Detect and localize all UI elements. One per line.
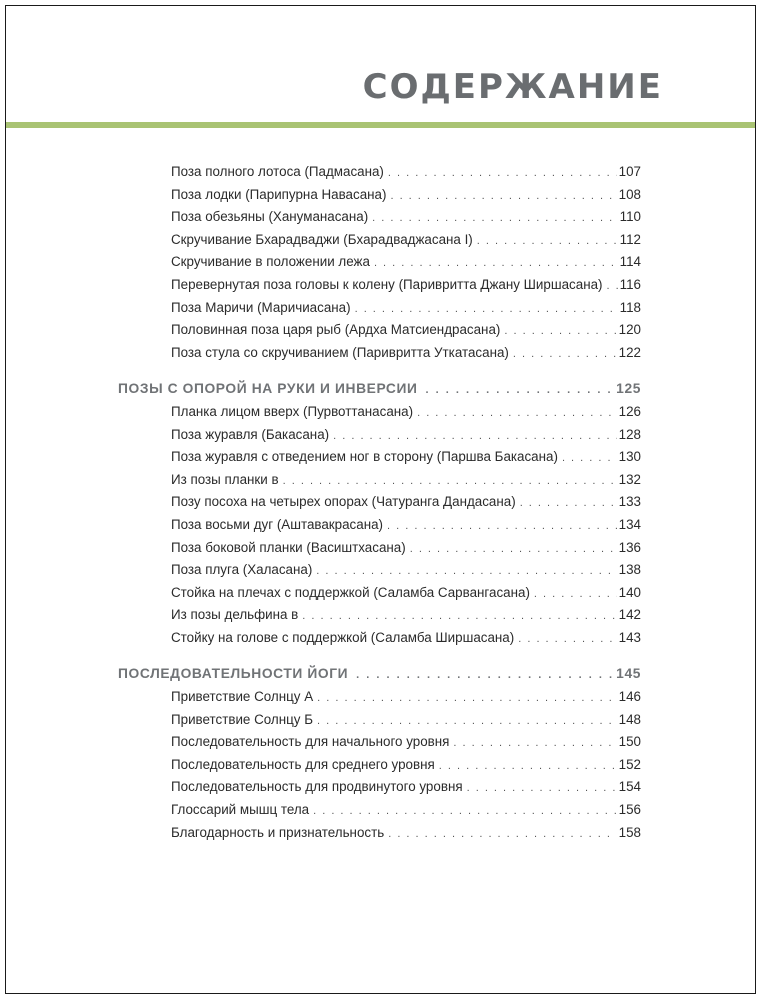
entry-page-number: 154 — [618, 779, 641, 795]
toc-entry[interactable] — [171, 734, 641, 757]
entry-title: Стойка на плечах с поддержкой (Саламба Сарвангасана) — [171, 584, 530, 600]
entry-title: Скручивание Бхарадваджи (Бхарадваджасана I) — [171, 231, 473, 247]
entry-title: Поза лодки (Парипурна Навасана) — [171, 186, 387, 202]
entry-title: Из позы дельфина в — [171, 607, 299, 623]
entry-page-number: 133 — [618, 494, 641, 510]
dot-leader — [317, 715, 617, 727]
toc-entry[interactable] — [171, 757, 641, 780]
entry-title: Планка лицом вверх (Пурвоттанасана) — [171, 403, 414, 419]
section-page-number: 145 — [616, 666, 641, 682]
entry-title: Половинная поза царя рыб (Ардха Матсиендрасана) — [171, 322, 501, 338]
dot-leader — [520, 497, 617, 509]
dot-leader — [317, 692, 617, 704]
entry-title: Благодарность и признательность — [171, 824, 385, 840]
toc-entry[interactable] — [171, 712, 641, 735]
entry-page-number: 114 — [619, 254, 641, 270]
entry-page-number: 132 — [618, 471, 641, 487]
toc-entry[interactable] — [171, 472, 641, 495]
toc-entry[interactable] — [171, 607, 641, 630]
entry-page-number: 107 — [618, 164, 641, 179]
entry-page-number: 108 — [618, 186, 641, 202]
toc-entry[interactable] — [171, 232, 641, 255]
dot-leader — [410, 543, 617, 555]
entry-title: Поза журавля с отведением ног в сторону (Паршва Бакасана) — [171, 449, 558, 465]
toc-entry[interactable] — [171, 187, 641, 210]
dot-leader — [513, 348, 617, 360]
toc-entry[interactable] — [171, 300, 641, 323]
dot-leader — [518, 633, 616, 645]
entry-title: Приветствие Солнцу А — [171, 689, 314, 705]
dot-leader — [562, 452, 617, 464]
entry-page-number: 110 — [619, 209, 641, 225]
entry-page-number: 136 — [618, 539, 641, 555]
entry-page-number: 112 — [619, 231, 641, 247]
dot-leader — [504, 325, 616, 337]
entry-title: Позу посоха на четырех опорах (Чатуранга Дандасана) — [171, 494, 516, 510]
toc-entry[interactable] — [171, 345, 641, 368]
table-of-contents — [118, 164, 641, 847]
entry-page-number: 120 — [618, 322, 641, 338]
entry-page-number: 128 — [618, 426, 641, 442]
toc-group — [118, 381, 641, 652]
entry-page-number: 146 — [618, 689, 641, 705]
section-title: ПОСЛЕДОВАТЕЛЬНОСТИ ЙОГИ — [118, 666, 349, 682]
entry-title: Поза журавля (Бакасана) — [171, 426, 330, 442]
dot-leader — [316, 565, 616, 577]
toc-entry[interactable] — [171, 630, 641, 653]
toc-entry[interactable] — [171, 209, 641, 232]
toc-entry[interactable] — [171, 779, 641, 802]
dot-leader — [388, 167, 617, 179]
section-title: ПОЗЫ С ОПОРОЙ НА РУКИ И ИНВЕРСИИ — [118, 381, 418, 397]
dot-leader — [453, 737, 616, 749]
toc-section-heading[interactable] — [118, 381, 641, 404]
toc-entry[interactable] — [171, 164, 641, 187]
toc-group — [118, 164, 641, 367]
dot-leader — [333, 430, 617, 442]
entry-page-number: 140 — [618, 584, 641, 600]
dot-leader — [355, 303, 618, 315]
entry-title: Последовательность для продвинутого уровня — [171, 779, 463, 795]
entry-page-number: 134 — [618, 516, 641, 532]
section-page-number: 125 — [616, 381, 641, 397]
toc-entry[interactable] — [171, 449, 641, 472]
dot-leader — [426, 384, 613, 396]
dot-leader — [356, 669, 612, 681]
dot-leader — [417, 407, 617, 419]
toc-entry[interactable] — [171, 825, 641, 848]
toc-entry[interactable] — [171, 540, 641, 563]
dot-leader — [372, 212, 617, 224]
entry-title: Последовательность для среднего уровня — [171, 756, 435, 772]
entry-page-number: 138 — [618, 562, 641, 578]
entry-title: Поза стула со скручиванием (Паривритта Уткатасана) — [171, 344, 509, 360]
dot-leader — [439, 760, 617, 772]
entry-page-number: 150 — [618, 734, 641, 750]
toc-entry[interactable] — [171, 802, 641, 825]
entry-title: Из позы планки в — [171, 471, 279, 487]
dot-leader — [302, 610, 616, 622]
entry-title: Поза полного лотоса (Падмасана) — [171, 164, 384, 179]
dot-leader — [477, 235, 618, 247]
dot-leader — [388, 828, 616, 840]
toc-entry[interactable] — [171, 494, 641, 517]
toc-group — [118, 666, 641, 847]
dot-leader — [534, 588, 617, 600]
dot-leader — [467, 782, 617, 794]
entry-page-number: 116 — [619, 276, 641, 292]
entry-title: Скручивание в положении лежа — [171, 254, 370, 270]
dot-leader — [390, 190, 616, 202]
entry-title: Поза восьми дуг (Аштавакрасана) — [171, 516, 384, 532]
entry-page-number: 118 — [619, 299, 641, 315]
page — [5, 5, 756, 994]
toc-entry[interactable] — [171, 277, 641, 300]
entry-page-number: 126 — [618, 403, 641, 419]
entry-title: Поза Маричи (Маричиасана) — [171, 299, 351, 315]
entry-title: Глоссарий мышц тела — [171, 802, 310, 818]
dot-leader — [283, 475, 617, 487]
toc-entry[interactable] — [171, 562, 641, 585]
entry-title: Поза плуга (Халасана) — [171, 562, 313, 578]
toc-entry[interactable] — [171, 404, 641, 427]
entry-title: Перевернутая поза головы к колену (Паривритта Джану Ширшасана) — [171, 276, 603, 292]
toc-entry[interactable] — [171, 254, 641, 277]
toc-entry[interactable] — [171, 585, 641, 608]
toc-entry[interactable] — [171, 517, 641, 540]
entry-page-number: 158 — [618, 824, 641, 840]
entry-page-number: 143 — [618, 629, 641, 645]
toc-entry[interactable] — [171, 427, 641, 450]
toc-entry[interactable] — [171, 322, 641, 345]
dot-leader — [387, 520, 617, 532]
dot-leader — [374, 257, 618, 269]
toc-section-heading[interactable] — [118, 666, 641, 689]
entry-title: Поза обезьяны (Хануманасана) — [171, 209, 369, 225]
entry-title: Последовательность для начального уровня — [171, 734, 450, 750]
entry-page-number: 142 — [618, 607, 641, 623]
page-title: СОДЕРЖАНИЕ — [362, 67, 663, 107]
entry-title: Стойку на голове с поддержкой (Саламба Ширшасана) — [171, 629, 515, 645]
entry-title: Приветствие Солнцу Б — [171, 711, 313, 727]
entry-page-number: 148 — [618, 711, 641, 727]
title-underline — [6, 122, 755, 128]
entry-page-number: 152 — [618, 756, 641, 772]
dot-leader — [607, 280, 618, 292]
entry-page-number: 122 — [618, 344, 641, 360]
toc-entry[interactable] — [171, 689, 641, 712]
entry-title: Поза боковой планки (Васиштхасана) — [171, 539, 406, 555]
entry-page-number: 156 — [618, 802, 641, 818]
dot-leader — [313, 805, 617, 817]
entry-page-number: 130 — [618, 449, 641, 465]
